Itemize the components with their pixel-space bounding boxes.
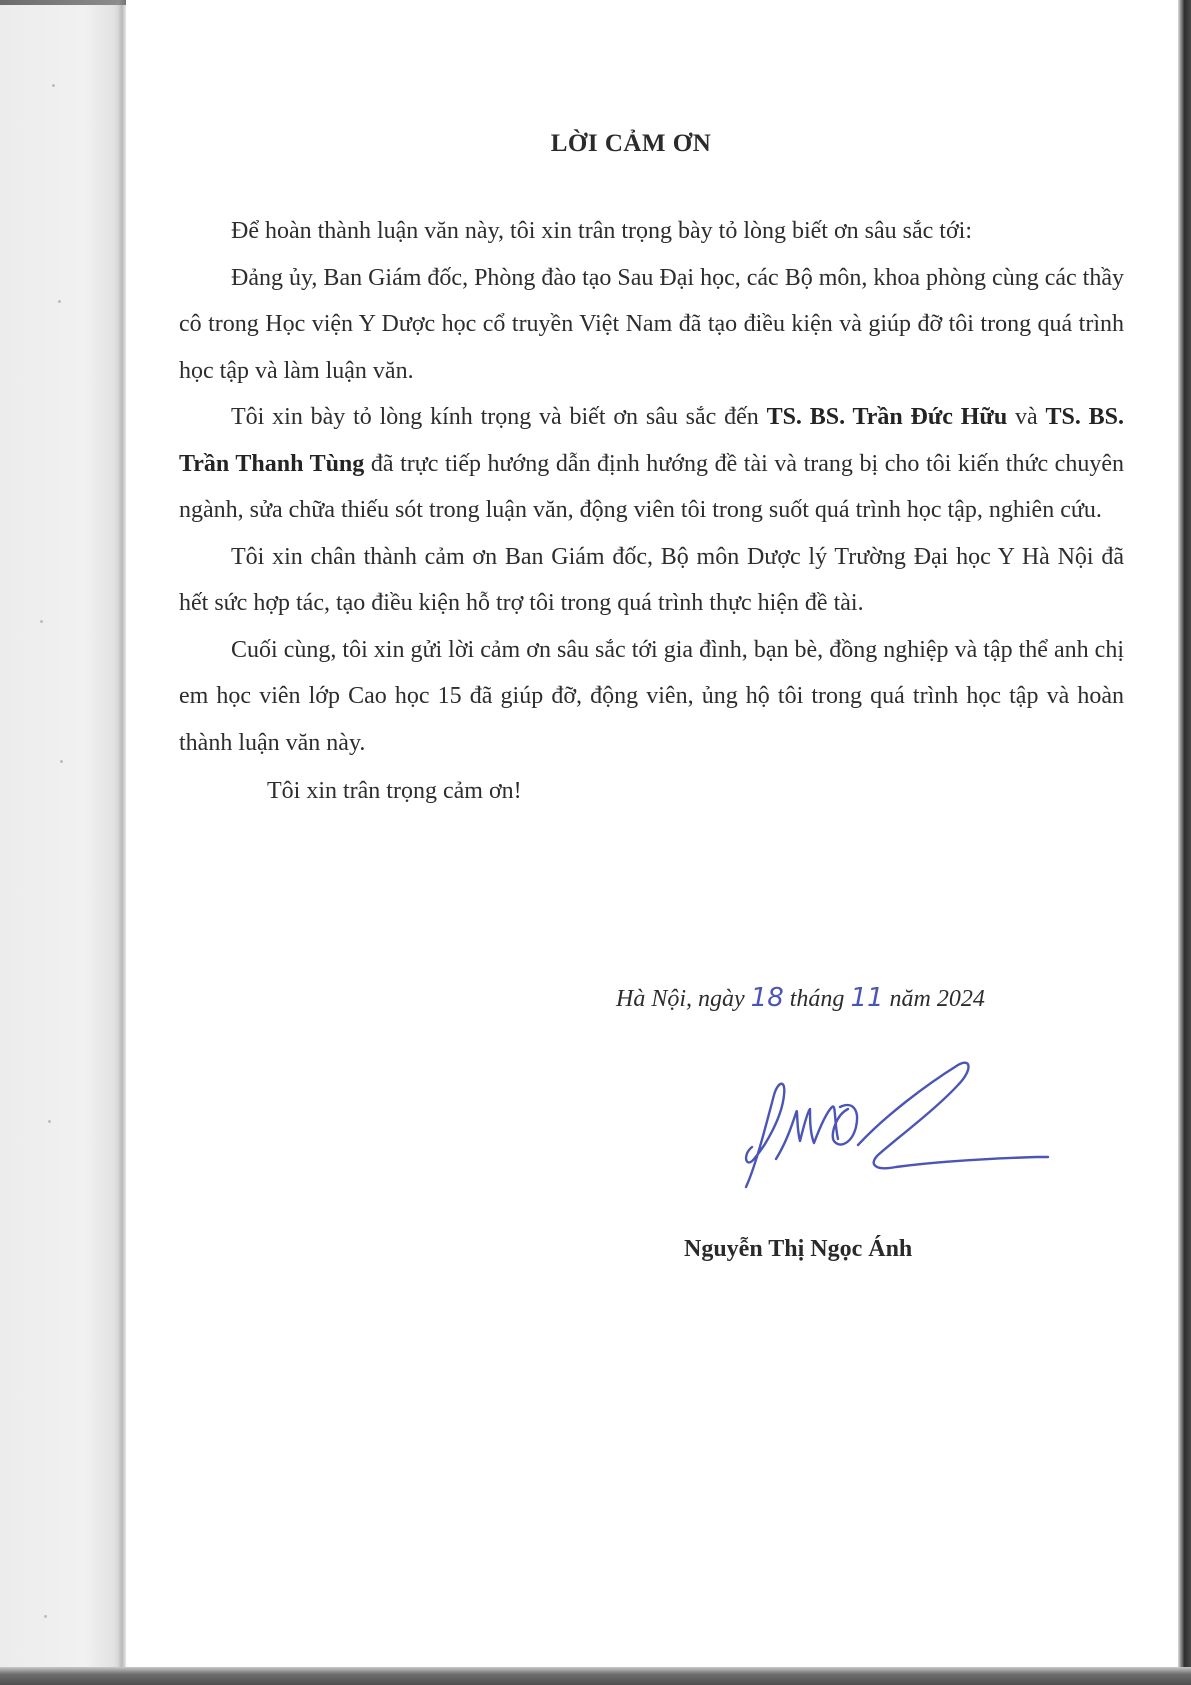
page-title: LỜI CẢM ƠN: [550, 130, 712, 157]
date-line: [616, 983, 985, 1013]
scan-speck: [60, 760, 63, 763]
closing-line: Tôi xin trân trọng cảm ơn!: [267, 778, 522, 804]
date-place-prefix: Hà Nội, ngày: [616, 986, 751, 1012]
scan-speck: [40, 620, 43, 623]
scan-speck: [52, 84, 55, 87]
paragraph-intro: Để hoàn thành luận văn này, tôi xin trân trọng bày tỏ lòng biết ơn sâu sắc tới:: [231, 218, 972, 244]
date-month-label: tháng: [783, 986, 851, 1012]
paragraph-text: và: [1007, 404, 1046, 430]
supervisor-name-1: TS. BS. Trần Đức Hữu: [766, 404, 1008, 430]
supervisor-name-2: TS. BS. Trần Thanh Tùng: [179, 404, 1124, 477]
date-day-handwritten: 18: [750, 983, 784, 1013]
paragraph-academy-thanks: Đảng ủy, Ban Giám đốc, Phòng đào tạo Sau Đại học, các Bộ môn, khoa phòng cùng các thầy cô trong Học viện Y Dược học cổ truyền Việt Nam đã tạo điều kiện và giúp đỡ tôi trong quá trình học tập và làm luận văn.: [179, 264, 1124, 384]
scan-speck: [58, 300, 61, 303]
document-page: [126, 0, 1178, 1667]
paragraph-text: Tôi xin bày tỏ lòng kính trọng và biết ơn sâu sắc đến: [231, 404, 767, 430]
date-year: năm 2024: [883, 986, 985, 1012]
date-month-handwritten: 11: [850, 983, 884, 1013]
paragraph-family-thanks: Cuối cùng, tôi xin gửi lời cảm ơn sâu sắc tới gia đình, bạn bè, đồng nghiệp và tập thể anh chị em học viên lớp Cao học 15 đã giúp đỡ, động viên, ủng hộ tôi trong quá trình học tập và hoàn thành luận văn này.: [179, 636, 1124, 756]
handwritten-signature: [736, 1055, 1136, 1195]
signer-name: Nguyễn Thị Ngọc Ánh: [684, 1236, 913, 1262]
page-fold-shadow: [118, 0, 126, 1685]
paragraph-university-thanks: Tôi xin chân thành cảm ơn Ban Giám đốc, Bộ môn Dược lý Trường Đại học Y Hà Nội đã hết sức hợp tác, tạo điều kiện hỗ trợ tôi trong quá trình thực hiện đề tài.: [179, 543, 1124, 616]
scan-right-edge: [1178, 0, 1191, 1685]
scan-speck: [44, 1615, 47, 1618]
scan-bottom-edge: [0, 1667, 1191, 1685]
scan-left-margin: [0, 0, 122, 1685]
scan-speck: [48, 1120, 51, 1123]
paragraph-supervisor-thanks: [179, 394, 1124, 534]
document-body: [179, 208, 1124, 815]
paragraph-text: đã trực tiếp hướng dẫn định hướng đề tài và trang bị cho tôi kiến thức chuyên ngành, sửa chữa thiếu sót trong luận văn, động viên tôi trong suốt quá trình học tập, nghiên cứu.: [179, 450, 1124, 523]
